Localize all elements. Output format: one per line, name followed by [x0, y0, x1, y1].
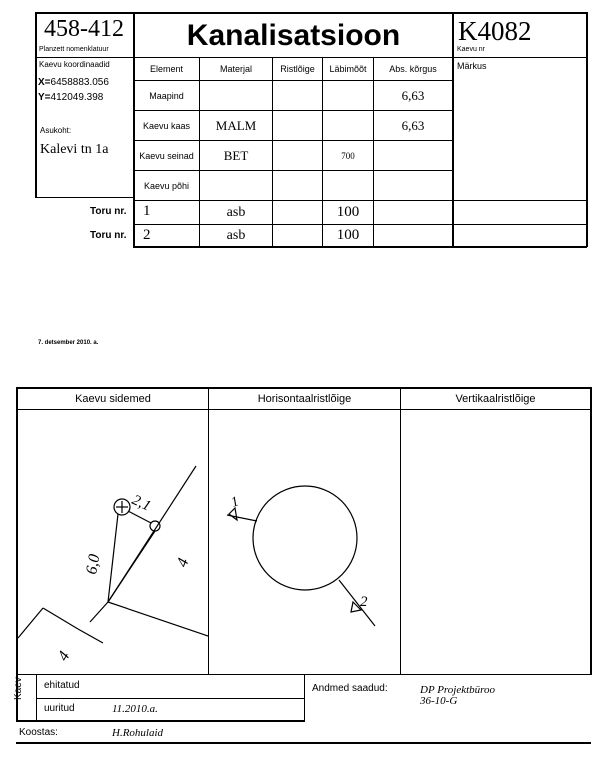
data-from-value-1: DP Projektbüroo	[420, 684, 496, 696]
row-diameter: 700	[341, 150, 355, 161]
page-title: Kanalisatsioon	[186, 18, 401, 52]
row-height: 6,63	[401, 117, 425, 133]
pipe-label-2: 2	[360, 594, 368, 610]
well-number: K4082	[458, 16, 532, 46]
data-from-value-2: 36-10-G	[420, 695, 458, 707]
pipe-diameter: 100	[336, 204, 360, 220]
col-material: Materjal	[219, 64, 252, 74]
pipe-diameter: 100	[336, 227, 360, 243]
author-value: H.Rohulaid	[112, 727, 164, 739]
plan-caption: Planzett nomenklatuur	[39, 46, 109, 53]
pipe-label: Toru nr.	[90, 230, 127, 241]
row-material: BET	[223, 147, 249, 163]
dim-label-c: 4	[173, 556, 193, 570]
pipe-number: 1	[143, 203, 151, 219]
sketch-col-horizontal: Horisontaalristlõige	[257, 393, 352, 405]
built-label: ehitatud	[44, 680, 80, 691]
surveyed-label: uuritud	[44, 703, 75, 714]
connections-sketch	[18, 410, 208, 674]
location-value: Kalevi tn 1a	[40, 142, 109, 157]
horizontal-section-sketch	[209, 410, 400, 674]
row-height	[374, 171, 452, 200]
pipe-label: Toru nr.	[90, 206, 127, 217]
surveyed-value: 11.2010.a.	[112, 703, 158, 715]
data-from-label: Andmed saadud:	[312, 683, 388, 694]
row-material	[200, 81, 272, 110]
author-label: Koostas:	[19, 727, 58, 738]
coord-x-value: 6458883.056	[50, 77, 109, 88]
coord-y-value: 412049.398	[50, 92, 104, 103]
well-caption: Kaevu nr	[457, 46, 486, 53]
pipe-label-1: 1	[229, 494, 241, 511]
row-element: Kaevu kaas	[142, 120, 191, 131]
row-diameter	[323, 111, 373, 140]
row-height	[374, 141, 452, 170]
row-diameter	[323, 171, 373, 200]
dim-label-a: 2,1	[129, 492, 154, 515]
sketch-col-connections: Kaevu sidemed	[75, 393, 151, 405]
plan-number: 458-412	[44, 16, 124, 42]
dim-label-b: 6,0	[83, 553, 104, 576]
remarks-header: Märkus	[457, 61, 487, 71]
date-note: 7. detsember 2010. a.	[38, 340, 99, 346]
col-element: Element	[149, 64, 184, 74]
side-label: Kaev	[13, 677, 24, 700]
row-material	[200, 171, 272, 200]
pipe-number: 2	[143, 227, 151, 243]
location-label: Asukoht:	[40, 126, 72, 135]
coords-label: Kaevu koordinaadid	[39, 60, 110, 69]
pipe-material: asb	[226, 227, 246, 243]
col-section: Ristlõige	[280, 64, 315, 74]
col-height: Abs. kõrgus	[389, 64, 437, 74]
row-element: Maapind	[149, 90, 184, 101]
coord-y	[38, 92, 103, 103]
row-element: Kaevu põhi	[143, 180, 190, 191]
sketch-col-vertical: Vertikaalristlõige	[455, 393, 536, 405]
row-element: Kaevu seinad	[139, 150, 194, 161]
row-diameter	[323, 81, 373, 110]
row-material: MALM	[215, 117, 257, 133]
row-height: 6,63	[401, 87, 425, 103]
coord-x-label: X=	[38, 77, 51, 88]
coord-y-label: Y=	[38, 92, 51, 103]
coord-x	[38, 77, 109, 88]
dim-label-d: 4	[54, 648, 74, 664]
pipe-material: asb	[226, 204, 246, 220]
col-diameter: Läbimõõt	[329, 64, 367, 74]
